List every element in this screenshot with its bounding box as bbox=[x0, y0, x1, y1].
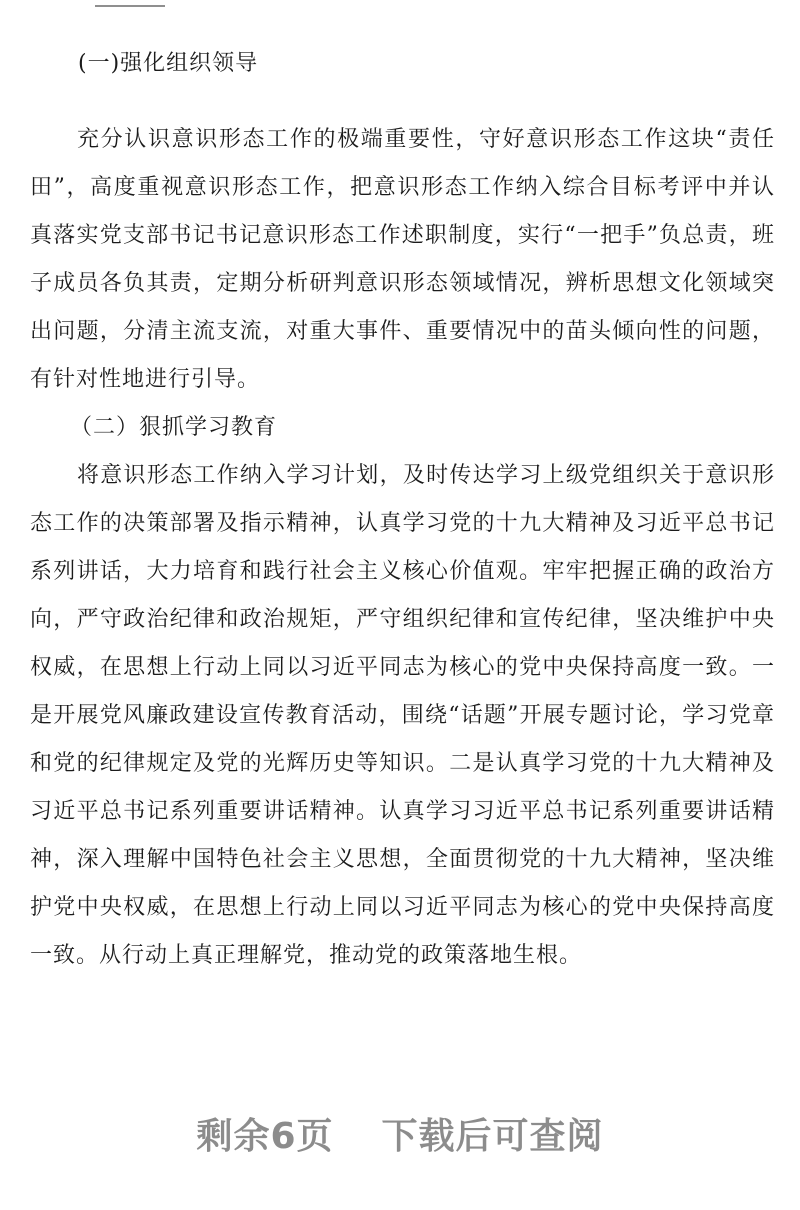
download-to-view-text: 下载后可查阅 bbox=[381, 1116, 604, 1157]
section1-paragraph: 充分认识意识形态工作的极端重要性，守好意识形态工作这块“责任田”，高度重视意识形态工作，把意识形态工作纳入综合目标考评中并认真落实党支部书记书记意识形态工作述职制度，实行“一把手”负总责，班子成员各负其责，定期分析研判意识形态领域情况，辨析思想文化领域突出问题，分清主流支流，对重大事件、重要情况中的苗头倾向性的问题，有针对性地进行引导。 bbox=[30, 127, 775, 392]
remaining-pages-text: 剩余6页 bbox=[196, 1116, 334, 1157]
section1-heading: (一)强化组织领导 bbox=[78, 51, 259, 76]
document-body bbox=[30, 40, 775, 980]
section2-heading: （二）狠抓学习教育 bbox=[70, 415, 278, 440]
section2-paragraph: 将意识形态工作纳入学习计划，及时传达学习上级党组织关于意识形态工作的决策部署及指示精神，认真学习党的十九大精神及习近平总书记系列讲话，大力培育和践行社会主义核心价值观。牢牢把握正确的政治方向，严守政治纪律和政治规矩，严守组织纪律和宣传纪律，坚决维护中央权威，在思想上行动上同以习近平同志为核心的党中央保持高度一致。一是开展党风廉政建设宣传教育活动，围绕“话题”开展专题讨论，学习党章和党的纪律规定及党的光辉历史等知识。二是认真学习党的十九大精神及习近平总书记系列重要讲话精神。认真学习习近平总书记系列重要讲话精神，深入理解中国特色社会主义思想，全面贯彻党的十九大精神，坚决维护党中央权威，在思想上行动上同以习近平同志为核心的党中央保持高度一致。从行动上真正理解党，推动党的政策落地生根。 bbox=[30, 463, 775, 968]
cut-off-line bbox=[95, 0, 165, 7]
download-prompt[interactable] bbox=[0, 1108, 800, 1159]
